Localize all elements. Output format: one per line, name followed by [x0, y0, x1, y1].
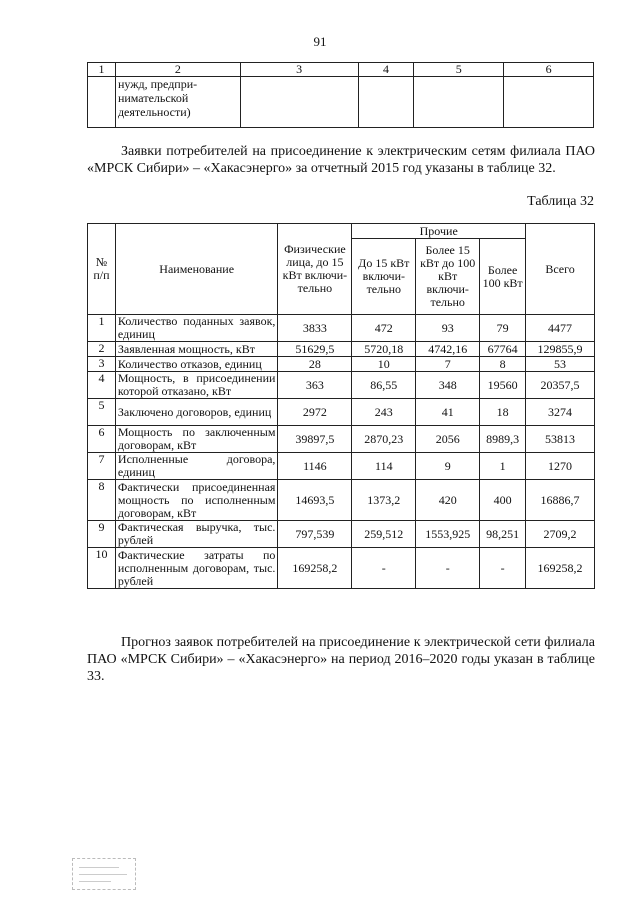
row-name: Количество отказов, единиц: [115, 357, 278, 372]
row-value: 53: [526, 357, 595, 372]
table-row: [88, 342, 595, 357]
row-value: -: [352, 548, 416, 589]
header-other-sub: Более 15 кВт до 100 кВт включи-тельно: [416, 239, 480, 315]
row-value: 28: [278, 357, 352, 372]
row-value: 2709,2: [526, 521, 595, 548]
row-value: 2056: [416, 426, 480, 453]
table-cell: [504, 77, 594, 128]
row-number: 5: [88, 399, 116, 426]
row-name: Заявленная мощность, кВт: [115, 342, 278, 357]
table-cell: [358, 77, 414, 128]
row-value: 93: [416, 315, 480, 342]
table-row: [88, 453, 595, 480]
row-value: 16886,7: [526, 480, 595, 521]
row-value: 348: [416, 372, 480, 399]
row-value: 114: [352, 453, 416, 480]
table-caption: Таблица 32: [527, 194, 594, 209]
header-cell: 5: [414, 63, 504, 77]
applications-table: [87, 223, 595, 589]
row-number: 6: [88, 426, 116, 453]
row-name: Фактические затраты по исполненным договорам, тыс. рублей: [115, 548, 278, 589]
header-phys: Физические лица, до 15 кВт включи-тельно: [278, 224, 352, 315]
row-value: 39897,5: [278, 426, 352, 453]
row-value: 20357,5: [526, 372, 595, 399]
stamp-mark: [72, 858, 136, 890]
table-row: [88, 372, 595, 399]
row-value: 4477: [526, 315, 595, 342]
row-value: 259,512: [352, 521, 416, 548]
row-value: 14693,5: [278, 480, 352, 521]
table-row: [88, 357, 595, 372]
row-value: 420: [416, 480, 480, 521]
header-num: № п/п: [88, 224, 116, 315]
table-row: [88, 480, 595, 521]
table-row: [88, 77, 594, 128]
row-value: 169258,2: [526, 548, 595, 589]
row-value: 51629,5: [278, 342, 352, 357]
row-value: 18: [480, 399, 526, 426]
row-name: Фактическая выручка, тыс. рублей: [115, 521, 278, 548]
table-cell: [240, 77, 358, 128]
header-cell: 2: [115, 63, 240, 77]
row-value: 2972: [278, 399, 352, 426]
table-cell: [414, 77, 504, 128]
row-value: 8: [480, 357, 526, 372]
row-name: Фактически присоединенная мощность по исполненным договорам, кВт: [115, 480, 278, 521]
row-number: 2: [88, 342, 116, 357]
table-cell: [88, 77, 116, 128]
row-value: 363: [278, 372, 352, 399]
row-value: 1270: [526, 453, 595, 480]
row-name: Исполненные договора, единиц: [115, 453, 278, 480]
continuation-table: [87, 62, 594, 128]
row-value: 41: [416, 399, 480, 426]
row-number: 4: [88, 372, 116, 399]
table-row: [88, 426, 595, 453]
row-value: 9: [416, 453, 480, 480]
table-header-row: [88, 224, 595, 239]
table-row: [88, 315, 595, 342]
row-number: 7: [88, 453, 116, 480]
row-number: 3: [88, 357, 116, 372]
row-value: 67764: [480, 342, 526, 357]
row-name: Количество поданных заявок, единиц: [115, 315, 278, 342]
row-value: 86,55: [352, 372, 416, 399]
row-value: 53813: [526, 426, 595, 453]
row-name: Мощность, в присоединении которой отказано, кВт: [115, 372, 278, 399]
table-row: [88, 548, 595, 589]
row-value: 243: [352, 399, 416, 426]
row-number: 9: [88, 521, 116, 548]
row-number: 8: [88, 480, 116, 521]
row-value: 4742,16: [416, 342, 480, 357]
row-value: 1553,925: [416, 521, 480, 548]
row-number: 10: [88, 548, 116, 589]
header-other-sub: До 15 кВт включи-тельно: [352, 239, 416, 315]
header-cell: 6: [504, 63, 594, 77]
row-name: Заключено договоров, единиц: [115, 399, 278, 426]
table-cell: нужд, предпри- нимательской деятельности): [115, 77, 240, 128]
row-value: 19560: [480, 372, 526, 399]
header-other: Прочие: [352, 224, 526, 239]
row-number: 1: [88, 315, 116, 342]
header-cell: 1: [88, 63, 116, 77]
header-cell: 4: [358, 63, 414, 77]
header-other-sub: Более 100 кВт: [480, 239, 526, 315]
row-value: 1373,2: [352, 480, 416, 521]
intro-paragraph: Заявки потребителей на присоединение к электрическим сетям филиала ПАО «МРСК Сибири» – «Хакасэнерго» за отчетный 2015 год указаны в таблице 32.: [87, 144, 595, 176]
row-value: 10: [352, 357, 416, 372]
row-value: 1146: [278, 453, 352, 480]
row-name: Мощность по заключенным договорам, кВт: [115, 426, 278, 453]
row-value: 1: [480, 453, 526, 480]
row-value: 400: [480, 480, 526, 521]
table-row: [88, 399, 595, 426]
table-row: [88, 521, 595, 548]
header-total: Всего: [526, 224, 595, 315]
row-value: 472: [352, 315, 416, 342]
header-name: Наименование: [115, 224, 278, 315]
row-value: 5720,18: [352, 342, 416, 357]
row-value: 3833: [278, 315, 352, 342]
header-cell: 3: [240, 63, 358, 77]
row-value: 129855,9: [526, 342, 595, 357]
row-value: 98,251: [480, 521, 526, 548]
row-value: 7: [416, 357, 480, 372]
row-value: 797,539: [278, 521, 352, 548]
row-value: 2870,23: [352, 426, 416, 453]
forecast-paragraph: Прогноз заявок потребителей на присоединение к электрической сети филиала ПАО «МРСК Сибири» – «Хакасэнерго» на период 2016–2020 годы указан в таблице 33.: [87, 635, 595, 684]
row-value: 8989,3: [480, 426, 526, 453]
continuation-table-header: [88, 63, 594, 77]
page-number: 91: [313, 34, 327, 49]
row-value: 169258,2: [278, 548, 352, 589]
row-value: -: [480, 548, 526, 589]
row-value: 3274: [526, 399, 595, 426]
row-value: -: [416, 548, 480, 589]
row-value: 79: [480, 315, 526, 342]
